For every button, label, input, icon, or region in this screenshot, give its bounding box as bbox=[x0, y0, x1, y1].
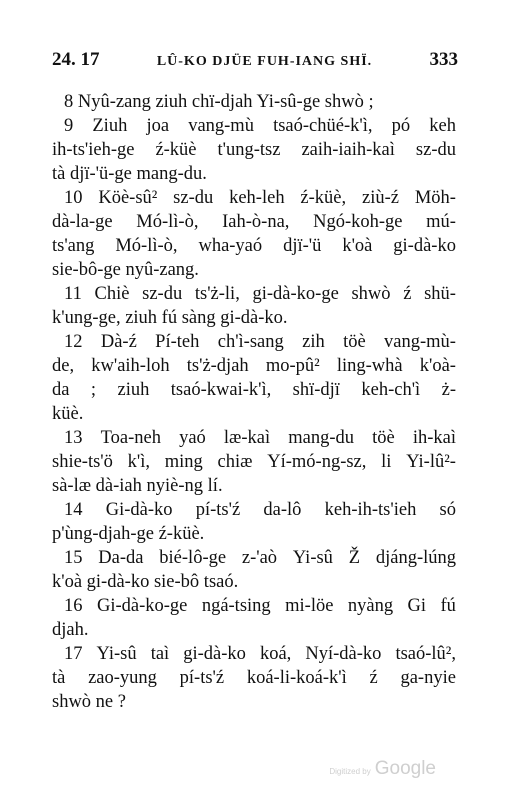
word: tsaó-kwai-k'ì, bbox=[170, 380, 272, 400]
text-line bbox=[52, 426, 456, 450]
text-line bbox=[52, 114, 456, 138]
word: mú- bbox=[426, 212, 456, 232]
word: shie-ts'ö bbox=[52, 452, 113, 472]
word: k'ì, bbox=[127, 452, 150, 472]
word: gi-dà-ko-ge bbox=[252, 284, 339, 304]
word: yaó bbox=[179, 428, 206, 448]
word: t'ung-tsz bbox=[217, 140, 281, 160]
text-line bbox=[52, 282, 456, 306]
line-text: 8 Nyû-zang ziuh chï-djah Yi-sû-ge shwò ; bbox=[64, 92, 374, 112]
text-line bbox=[52, 690, 456, 714]
line-text: p'ùng-djah-ge ź-küè. bbox=[52, 524, 205, 544]
word: 9 bbox=[64, 116, 74, 136]
text-line bbox=[52, 666, 456, 690]
word: mang-du bbox=[288, 428, 355, 448]
text-line bbox=[52, 90, 456, 114]
word: Toa-neh bbox=[100, 428, 161, 448]
word: ling-whà bbox=[336, 356, 403, 376]
digitization-watermark bbox=[329, 758, 436, 780]
word: nyàng bbox=[347, 596, 394, 616]
word: da-lô bbox=[263, 500, 302, 520]
text-line bbox=[52, 210, 456, 234]
word: ź bbox=[403, 284, 412, 304]
line-text: k'oà gi-dà-ko sie-bô tsaó. bbox=[52, 572, 239, 592]
word: Da-da bbox=[98, 548, 144, 568]
word: mo-pû² bbox=[265, 356, 320, 376]
word: koá-li-koá-k'ì bbox=[246, 668, 347, 688]
word: da bbox=[52, 380, 70, 400]
word: ga-nyie bbox=[400, 668, 456, 688]
word: gi-dà-ko bbox=[393, 236, 456, 256]
text-line bbox=[52, 354, 456, 378]
word: Chiè bbox=[94, 284, 130, 304]
word: Iah-ò-na, bbox=[222, 212, 290, 232]
text-line bbox=[52, 450, 456, 474]
word: li bbox=[381, 452, 392, 472]
word: sz-du bbox=[415, 140, 456, 160]
line-text: sie-bô-ge nyû-zang. bbox=[52, 260, 199, 280]
word: vang-mù- bbox=[384, 332, 456, 352]
word: sz-du bbox=[142, 284, 183, 304]
word: zaih-iaih-kaì bbox=[301, 140, 395, 160]
word: vang-mù bbox=[188, 116, 254, 136]
word: keh-leh bbox=[229, 188, 285, 208]
word: Yí-mó-ng-sz, bbox=[267, 452, 367, 472]
word: ziuh bbox=[117, 380, 150, 400]
word: keh-ch'ì bbox=[361, 380, 421, 400]
word: tsaó-chüé-k'ì, bbox=[273, 116, 373, 136]
text-line bbox=[52, 234, 456, 258]
word: zao-yung bbox=[88, 668, 157, 688]
word: pí-ts'ź bbox=[179, 668, 225, 688]
line-text: tà djï-'ü-ge mang-du. bbox=[52, 164, 207, 184]
word: shü- bbox=[424, 284, 456, 304]
word: Yi-lû²- bbox=[406, 452, 456, 472]
word: z-'aò bbox=[241, 548, 278, 568]
text-line bbox=[52, 594, 456, 618]
word: tsaó-lû², bbox=[395, 644, 456, 664]
text-line bbox=[52, 258, 456, 282]
line-text: k'ung-ge, ziuh fú sàng gi-dà-ko. bbox=[52, 308, 288, 328]
word: mi-löe bbox=[285, 596, 334, 616]
word: shwò bbox=[351, 284, 391, 304]
word: sz-du bbox=[173, 188, 214, 208]
text-line bbox=[52, 306, 456, 330]
word: 13 bbox=[64, 428, 83, 448]
word: Köè-sû² bbox=[98, 188, 158, 208]
watermark-prefix: Digitized by bbox=[329, 767, 371, 776]
text-line bbox=[52, 186, 456, 210]
word: ts'ż-djah bbox=[186, 356, 249, 376]
word: k'oà bbox=[342, 236, 373, 256]
word: ź-küè, bbox=[300, 188, 347, 208]
word: taì bbox=[150, 644, 170, 664]
word: djáng-lúng bbox=[375, 548, 456, 568]
word: djï-'ü bbox=[283, 236, 322, 256]
line-text: küè. bbox=[52, 404, 84, 424]
text-line bbox=[52, 162, 456, 186]
word: Mó-lì-ò, bbox=[136, 212, 199, 232]
text-line bbox=[52, 522, 456, 546]
word: ih-ts'ieh-ge bbox=[52, 140, 135, 160]
word: só bbox=[439, 500, 456, 520]
word: ; bbox=[90, 380, 97, 400]
text-line bbox=[52, 498, 456, 522]
scripture-text bbox=[52, 90, 456, 714]
text-line bbox=[52, 330, 456, 354]
text-line bbox=[52, 474, 456, 498]
word: ż- bbox=[441, 380, 456, 400]
word: de, bbox=[52, 356, 75, 376]
word: ming bbox=[164, 452, 203, 472]
word: Gi bbox=[407, 596, 427, 616]
word: 10 bbox=[64, 188, 83, 208]
word: Yi-sû bbox=[96, 644, 137, 664]
word: töè bbox=[372, 428, 395, 448]
word: 14 bbox=[64, 500, 83, 520]
word: k'oà- bbox=[419, 356, 456, 376]
word: læ-kaì bbox=[223, 428, 271, 448]
word: chiæ bbox=[217, 452, 253, 472]
word: wha-yaó bbox=[198, 236, 263, 256]
word: bié-lô-ge bbox=[159, 548, 227, 568]
text-line bbox=[52, 546, 456, 570]
word: gi-dà-ko bbox=[183, 644, 246, 664]
word: ź bbox=[369, 668, 378, 688]
chapter-verse-ref: 24. 17 bbox=[52, 49, 100, 70]
page-number: 333 bbox=[429, 49, 458, 70]
text-line bbox=[52, 138, 456, 162]
word: ts'ang bbox=[52, 236, 95, 256]
word: 16 bbox=[64, 596, 83, 616]
line-text: djah. bbox=[52, 620, 89, 640]
google-logo: Google bbox=[374, 758, 436, 779]
word: 15 bbox=[64, 548, 83, 568]
word: Dà-ź bbox=[100, 332, 137, 352]
word: koá, bbox=[259, 644, 292, 664]
word: shï-djï bbox=[292, 380, 340, 400]
word: kw'aih-loh bbox=[91, 356, 170, 376]
line-text: sà-læ dà-iah nyiè-ng lí. bbox=[52, 476, 223, 496]
word: ngá-tsing bbox=[201, 596, 271, 616]
word: joa bbox=[146, 116, 170, 136]
word: Gi-dà-ko-ge bbox=[96, 596, 188, 616]
word: Pí-teh bbox=[155, 332, 200, 352]
word: Ngó-koh-ge bbox=[313, 212, 403, 232]
word: pí-ts'ź bbox=[195, 500, 241, 520]
word: 12 bbox=[64, 332, 83, 352]
word: ch'ì-sang bbox=[217, 332, 284, 352]
line-text: shwò ne ? bbox=[52, 692, 126, 712]
word: 17 bbox=[64, 644, 83, 664]
running-header bbox=[52, 49, 458, 77]
text-line bbox=[52, 618, 456, 642]
word: ziù-ź bbox=[361, 188, 399, 208]
word: Ž bbox=[348, 548, 361, 568]
word: ź-küè bbox=[155, 140, 197, 160]
text-line bbox=[52, 378, 456, 402]
word: dà-la-ge bbox=[52, 212, 113, 232]
word: Nyí-dà-ko bbox=[305, 644, 382, 664]
word: Yi-sû bbox=[292, 548, 333, 568]
word: töè bbox=[343, 332, 366, 352]
text-line bbox=[52, 642, 456, 666]
word: Gi-dà-ko bbox=[105, 500, 173, 520]
word: keh bbox=[429, 116, 456, 136]
word: ih-kaì bbox=[412, 428, 456, 448]
text-line bbox=[52, 402, 456, 426]
word: pó bbox=[391, 116, 411, 136]
word: Mó-lì-ò, bbox=[115, 236, 178, 256]
word: fú bbox=[440, 596, 456, 616]
word: ts'ż-li, bbox=[194, 284, 240, 304]
word: tà bbox=[52, 668, 66, 688]
word: 11 bbox=[64, 284, 82, 304]
word: Ziuh bbox=[92, 116, 128, 136]
word: zih bbox=[302, 332, 325, 352]
word: keh-ih-ts'ieh bbox=[324, 500, 417, 520]
text-line bbox=[52, 570, 456, 594]
running-title: LÛ-KO DJÜE FUH-IANG SHÏ. bbox=[156, 54, 373, 69]
word: Möh- bbox=[414, 188, 456, 208]
